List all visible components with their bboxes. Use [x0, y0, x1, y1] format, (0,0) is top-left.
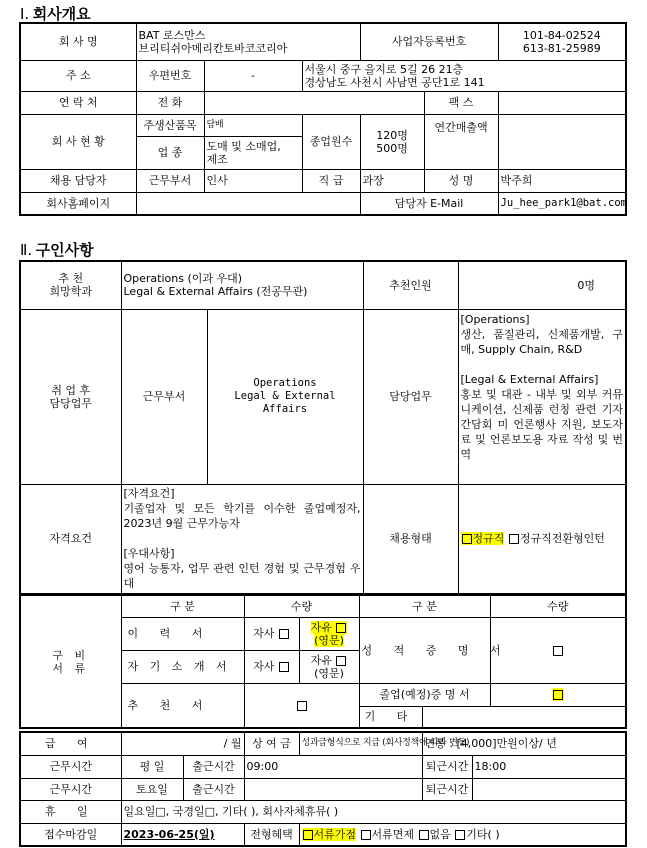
documents-label: 구 비 서 류: [20, 595, 121, 728]
task-label: 담당업무: [363, 309, 458, 484]
docs-header-category-2: 구 분: [359, 595, 490, 617]
company-name-value: BAT 로스만스 브리티쉬아메리칸토바코코리아: [136, 23, 360, 60]
reg-number-value: 101-84-02524 613-81-25989: [498, 23, 626, 60]
work-dept-value: Operations Legal & External Affairs: [207, 309, 363, 484]
major-label: 추 천 희망학과: [20, 261, 121, 309]
doc-resume: 이 력 서: [121, 617, 244, 650]
benefit-options: [299, 823, 626, 846]
checkbox-icon: [553, 690, 563, 700]
deadline-value: 2023-06-25(일): [121, 823, 244, 846]
bonus-label: 상 여 금: [244, 732, 299, 755]
docs-header-qty-2: 수량: [490, 595, 626, 617]
doc-recommendation-qty[interactable]: [244, 683, 359, 728]
phone-label: 전 화: [136, 91, 204, 114]
hire-type-option-intern[interactable]: 정규직전환형인턴: [508, 532, 605, 545]
homepage-value[interactable]: [136, 192, 360, 215]
company-table: [19, 22, 627, 216]
checkbox-icon: [462, 534, 472, 544]
benefit-option-none[interactable]: 없음: [418, 828, 451, 841]
position-value: 과장: [360, 169, 424, 192]
saturday-in-value: [244, 778, 422, 800]
weekday-out-label: 퇴근시간: [422, 755, 472, 778]
hire-type-option-regular[interactable]: 정규직: [461, 532, 505, 545]
checkbox-icon: [279, 662, 289, 672]
employees-value: 120명 500명: [360, 114, 424, 169]
address-label: 주 소: [20, 60, 136, 91]
reg-number-label: 사업자등록번호: [360, 23, 498, 60]
doc-graduation: 졸업(예정)증 명 서: [359, 683, 490, 706]
saturday-out-value: [472, 778, 626, 800]
product-value: 담배: [204, 114, 302, 136]
fax-value: [498, 91, 626, 114]
dept-label: 근무부서: [136, 169, 204, 192]
deadline-label: 접수마감일: [20, 823, 121, 846]
duty-label: 취 업 후 담당업무: [20, 309, 121, 484]
checkbox-icon: [361, 830, 371, 840]
holiday-value: 일요일□, 국경일□, 기타( ), 회사자체휴뮤( ): [121, 800, 626, 823]
doc-recommendation: 추 천 서: [121, 683, 244, 728]
conditions-table: [19, 731, 627, 847]
section-number: Ⅰ.: [20, 5, 30, 23]
zip-label: 우편번호: [136, 60, 204, 91]
address-value: 서울시 중구 을지로 5길 26 21층 경상남도 사천시 사남면 공단1로 141: [302, 60, 626, 91]
holiday-label: 휴 일: [20, 800, 121, 823]
revenue-value: [498, 114, 626, 169]
weekday-in-label: 출근시간: [183, 755, 244, 778]
homepage-label: 회사홈페이지: [20, 192, 136, 215]
checkbox-icon: [419, 830, 429, 840]
salary-label: 급 여: [20, 732, 121, 755]
saturday-out-label: 퇴근시간: [422, 778, 472, 800]
revenue-label: 연간매출액: [424, 114, 498, 169]
doc-other: 기 타: [359, 706, 422, 728]
benefit-label: 전형혜택: [244, 823, 299, 846]
checkbox-icon: [336, 623, 346, 633]
job-table: [19, 260, 627, 595]
position-label: 직 급: [302, 169, 360, 192]
benefit-option-bonus-points[interactable]: 서류가점: [302, 828, 357, 841]
doc-transcript-qty[interactable]: [490, 617, 626, 683]
section-heading-company: [20, 3, 91, 24]
qualification-label: 자격요건: [20, 484, 121, 594]
person-value: 박주희: [498, 169, 626, 192]
qualification-value: [자격요건] 기졸업자 및 모든 학기를 이수한 졸업예정자, 2023년 9월 근무가능자 [우대사항] 영어 능통자, 업무 관련 인턴 경험 및 근무경험 우대: [121, 484, 363, 594]
doc-resume-free[interactable]: 자유 (영문): [299, 617, 359, 650]
saturday-in-label: 출근시간: [183, 778, 244, 800]
employees-label: 종업원수: [302, 114, 360, 169]
work-dept-label: 근무부서: [121, 309, 207, 484]
documents-table: [19, 594, 627, 729]
major-value: Operations (이과 우대) Legal & External Affairs (전공무관): [121, 261, 363, 309]
email-value[interactable]: Ju_hee_park1@bat.com: [498, 192, 626, 215]
section-heading-job: [20, 239, 94, 260]
status-label: 회 사 현 황: [20, 114, 136, 169]
hire-type-options: [458, 484, 626, 594]
section-title: 회사개요: [32, 5, 91, 23]
dept-value: 인사: [204, 169, 302, 192]
checkbox-icon: [336, 656, 346, 666]
fax-label: 팩 스: [424, 91, 498, 114]
hire-type-label: 채용형태: [363, 484, 458, 594]
saturday-label: 토요일: [121, 778, 183, 800]
contact-label: 연 락 처: [20, 91, 136, 114]
industry-label: 업 종: [136, 136, 204, 169]
weekday-label: 평 일: [121, 755, 183, 778]
doc-resume-own[interactable]: 자사: [244, 617, 299, 650]
person-label: 성 명: [424, 169, 498, 192]
email-label: 담당자 E-Mail: [360, 192, 498, 215]
doc-cover-letter: 자 기 소 개 서: [121, 650, 244, 683]
phone-value: [204, 91, 424, 114]
salary-per-month: / 월: [121, 732, 244, 755]
industry-value: 도매 및 소매업, 제조: [204, 136, 302, 169]
task-value: [Operations] 생산, 품질관리, 신제품개발, 구매, Supply Chain, R&D [Legal & External Affairs] 홍보 및 대관 - 내부 및 외부 커뮤니케이션, 신제품 런칭 관련 기자간담회 미 언론행사 지원, 보도자료 및 언론보도용 자료 작성 및 번역: [458, 309, 626, 484]
weekday-in-value: 09:00: [244, 755, 422, 778]
docs-header-qty: 수량: [244, 595, 359, 617]
weekday-out-value: 18:00: [472, 755, 626, 778]
product-label: 주생산품목: [136, 114, 204, 136]
doc-transcript: 성 적 증 명 서: [359, 617, 490, 683]
benefit-option-exempt[interactable]: 서류면제: [360, 828, 415, 841]
checkbox-icon: [553, 646, 563, 656]
recommend-count-label: 추천인원: [363, 261, 458, 309]
recruiter-label: 채용 담당자: [20, 169, 136, 192]
docs-header-category: 구 분: [121, 595, 244, 617]
checkbox-icon: [279, 629, 289, 639]
hours-label: 근무시간: [20, 755, 121, 778]
bonus-value: 성과급형식으로 지급 (회사정책에 따라 변동): [299, 732, 422, 755]
checkbox-icon: [303, 830, 313, 840]
annual-salary: 연봉 : [4,000]만원이상/ 년: [422, 732, 626, 755]
section-number: Ⅱ.: [20, 241, 33, 259]
doc-other-value[interactable]: [422, 706, 626, 728]
doc-cover-own[interactable]: 자사: [244, 650, 299, 683]
checkbox-icon: [455, 830, 465, 840]
zip-value: -: [204, 60, 302, 91]
checkbox-icon: [297, 701, 307, 711]
company-name-label: 회 사 명: [20, 23, 136, 60]
recommend-count-value: 0명: [458, 261, 626, 309]
benefit-option-other[interactable]: 기타( ): [454, 828, 499, 841]
hours-label-2: 근무시간: [20, 778, 121, 800]
checkbox-icon: [509, 534, 519, 544]
doc-graduation-qty[interactable]: [490, 683, 626, 706]
section-title: 구인사항: [35, 241, 94, 259]
doc-cover-free[interactable]: 자유 (영문): [299, 650, 359, 683]
